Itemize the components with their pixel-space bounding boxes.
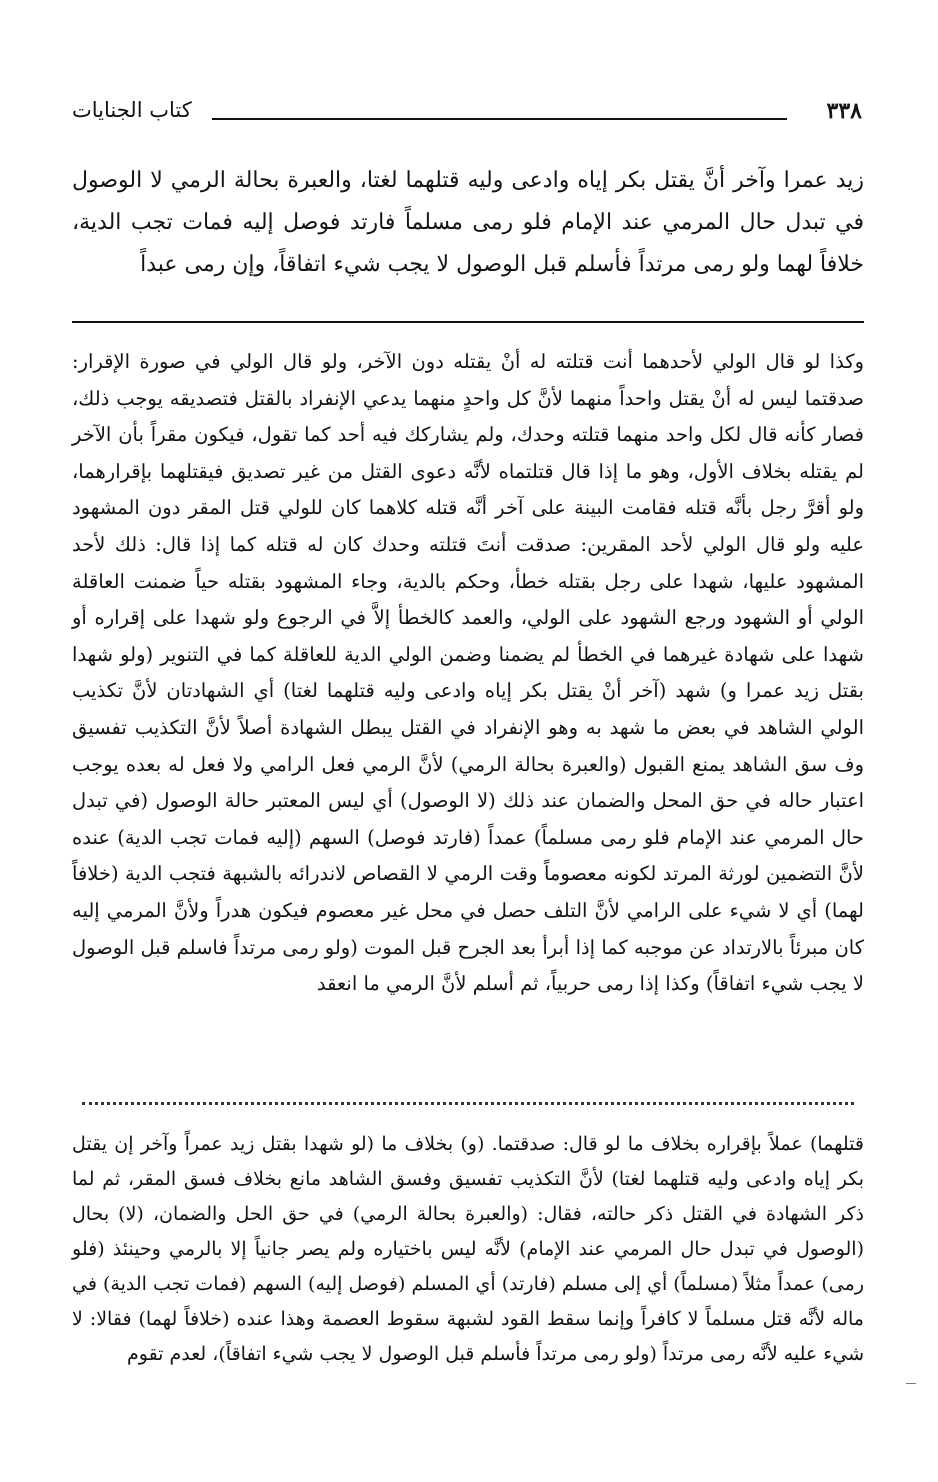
footnote-paragraph: قتلهما) عملاً بإقراره بخلاف ما لو قال: صدقتما. (و) بخلاف ما (لو شهدا بقتل زيد عمراً وآخر إن يقتل بكر إياه وادعى وليه قتلهما لغتا) لأنَّ التكذيب تفسيق وفسق الشاهد مانع بخلاف فسق المقر، ثم لما ذكر الشهادة في القتل ذكر حالته، فقال: (والعبرة بحالة الرمي) في حق الحل والضمان، (لا) بحال (الوصول في تبدل حال المرمي عند الإمام) لأنَّه ليس باختياره ولم يصر جانياً إلا بالرمي وحينئذ (فلو رمى) عمداً مثلاً (مسلماً) أي إلى مسلم (فارتد) أي المسلم (فوصل إليه) السهم (فمات تجب الدية) في ماله لأنَّه قتل مسلماً لا كافراً وإنما سقط القود لشبهة سقوط العصمة وهذا عنده (خلافاً لهما) فقالا: لا شيء عليه لأنَّه رمى مرتداً (ولو رمى مرتداً فأسلم قبل الوصول لا يجب شيء اتفاقاً)، لعدم تقوم [72, 1133, 864, 1365]
footnote-dotted-separator [82, 1102, 854, 1105]
page-header [72, 96, 862, 136]
header-rule [212, 118, 787, 120]
matn-text-block [72, 160, 864, 286]
matn-paragraph: زيد عمرا وآخر أنَّ يقتل بكر إياه وادعى وليه قتلهما لغتا، والعبرة بحالة الرمي لا الوصول في تبدل حال المرمي عند الإمام فلو رمى مسلماً فارتد فوصل إليه فمات تجب الدية، خلافاً لهما ولو رمى مرتداً فأسلم قبل الوصول لا يجب شيء اتفاقاً، وإن رمى عبداً [72, 168, 864, 277]
commentary-text-block [72, 344, 864, 1003]
commentary-paragraph: وكذا لو قال الولي لأحدهما أنت قتلته له أنْ يقتله دون الآخر، ولو قال الولي في صورة الإقرار: صدقتما ليس له أنْ يقتل واحداً منهما لأنَّ كل واحدٍ منهما يدعي الإنفراد بالقتل فتصديقه يوجب ذلك، فصار كأنه قال لكل واحد منهما قتلته وحدك، ولم يشاركك فيه أحد كما تقول، فيكون مقراً بأن الآخر لم يقتله بخلاف الأول، وهو ما إذا قال قتلتماه لأنَّه دعوى القتل من غير تصديق فيقتلهما بإقرارهما، ولو أقرَّ رجل بأنَّه قتله فقامت البينة على آخر أنَّه قتله كلاهما كان للولي قتل المقر دون المشهود عليه ولو قال الولي لأحد المقرين: صدقت أنتَ قتلته وحدك كان له قتله كما إذا قال: ذلك لأحد المشهود عليها، شهدا على رجل بقتله خطأ، وحكم بالدية، وجاء المشهود بقتله حياً ضمنت العاقلة الولي أو الشهود ورجع الشهود على الولي، والعمد كالخطأ إلاَّ في الرجوع ولو شهدا على إقراره أو شهدا على شهادة غيرهما في الخطأ لم يضمنا وضمن الولي الدية للعاقلة كما في التنوير (ولو شهدا بقتل زيد عمرا و) شهد (آخر أنْ يقتل بكر إياه وادعى وليه قتلهما لغتا) أي الشهادتان لأنَّ تكذيب الولي الشاهد في بعض ما شهد به وهو الإنفراد في القتل يبطل الشهادة أصلاً لأنَّ التكذيب تفسيق وف سق الشاهد يمنع القبول (والعبرة بحالة الرمي) لأنَّ الرمي فعل الرامي ولا فعل له بعده يوجب اعتبار حاله في حق المحل والضمان عند ذلك (لا الوصول) أي ليس المعتبر حالة الوصول (في تبدل حال المرمي عند الإمام فلو رمى مسلماً) عمداً (فارتد فوصل) السهم (إليه فمات تجب الدية) عنده لأنَّ التضمين لورثة المرتد لكونه معصوماً وقت الرمي لا القصاص لاندرائه بالشبهة فتجب الدية (خلافاً لهما) أي لا شيء على الرامي لأنَّ التلف حصل في محل غير معصوم فيكون هدراً ولأنَّ المرمي إليه كان مبرئاً بالارتداد عن موجبه كما إذا أبرأ بعد الجرح قبل الموت (ولو رمى مرتداً فاسلم قبل الوصول لا يجب شيء اتفاقاً) وكذا إذا رمى حربياً، ثم أسلم لأنَّ الرمي ما انعقد [72, 350, 864, 996]
matn-separator-line [72, 321, 864, 323]
page-number: ٣٣٨ [826, 98, 862, 124]
margin-mark [906, 1383, 916, 1384]
book-title: كتاب الجنايات [72, 98, 192, 122]
footnote-text-block [72, 1127, 864, 1372]
